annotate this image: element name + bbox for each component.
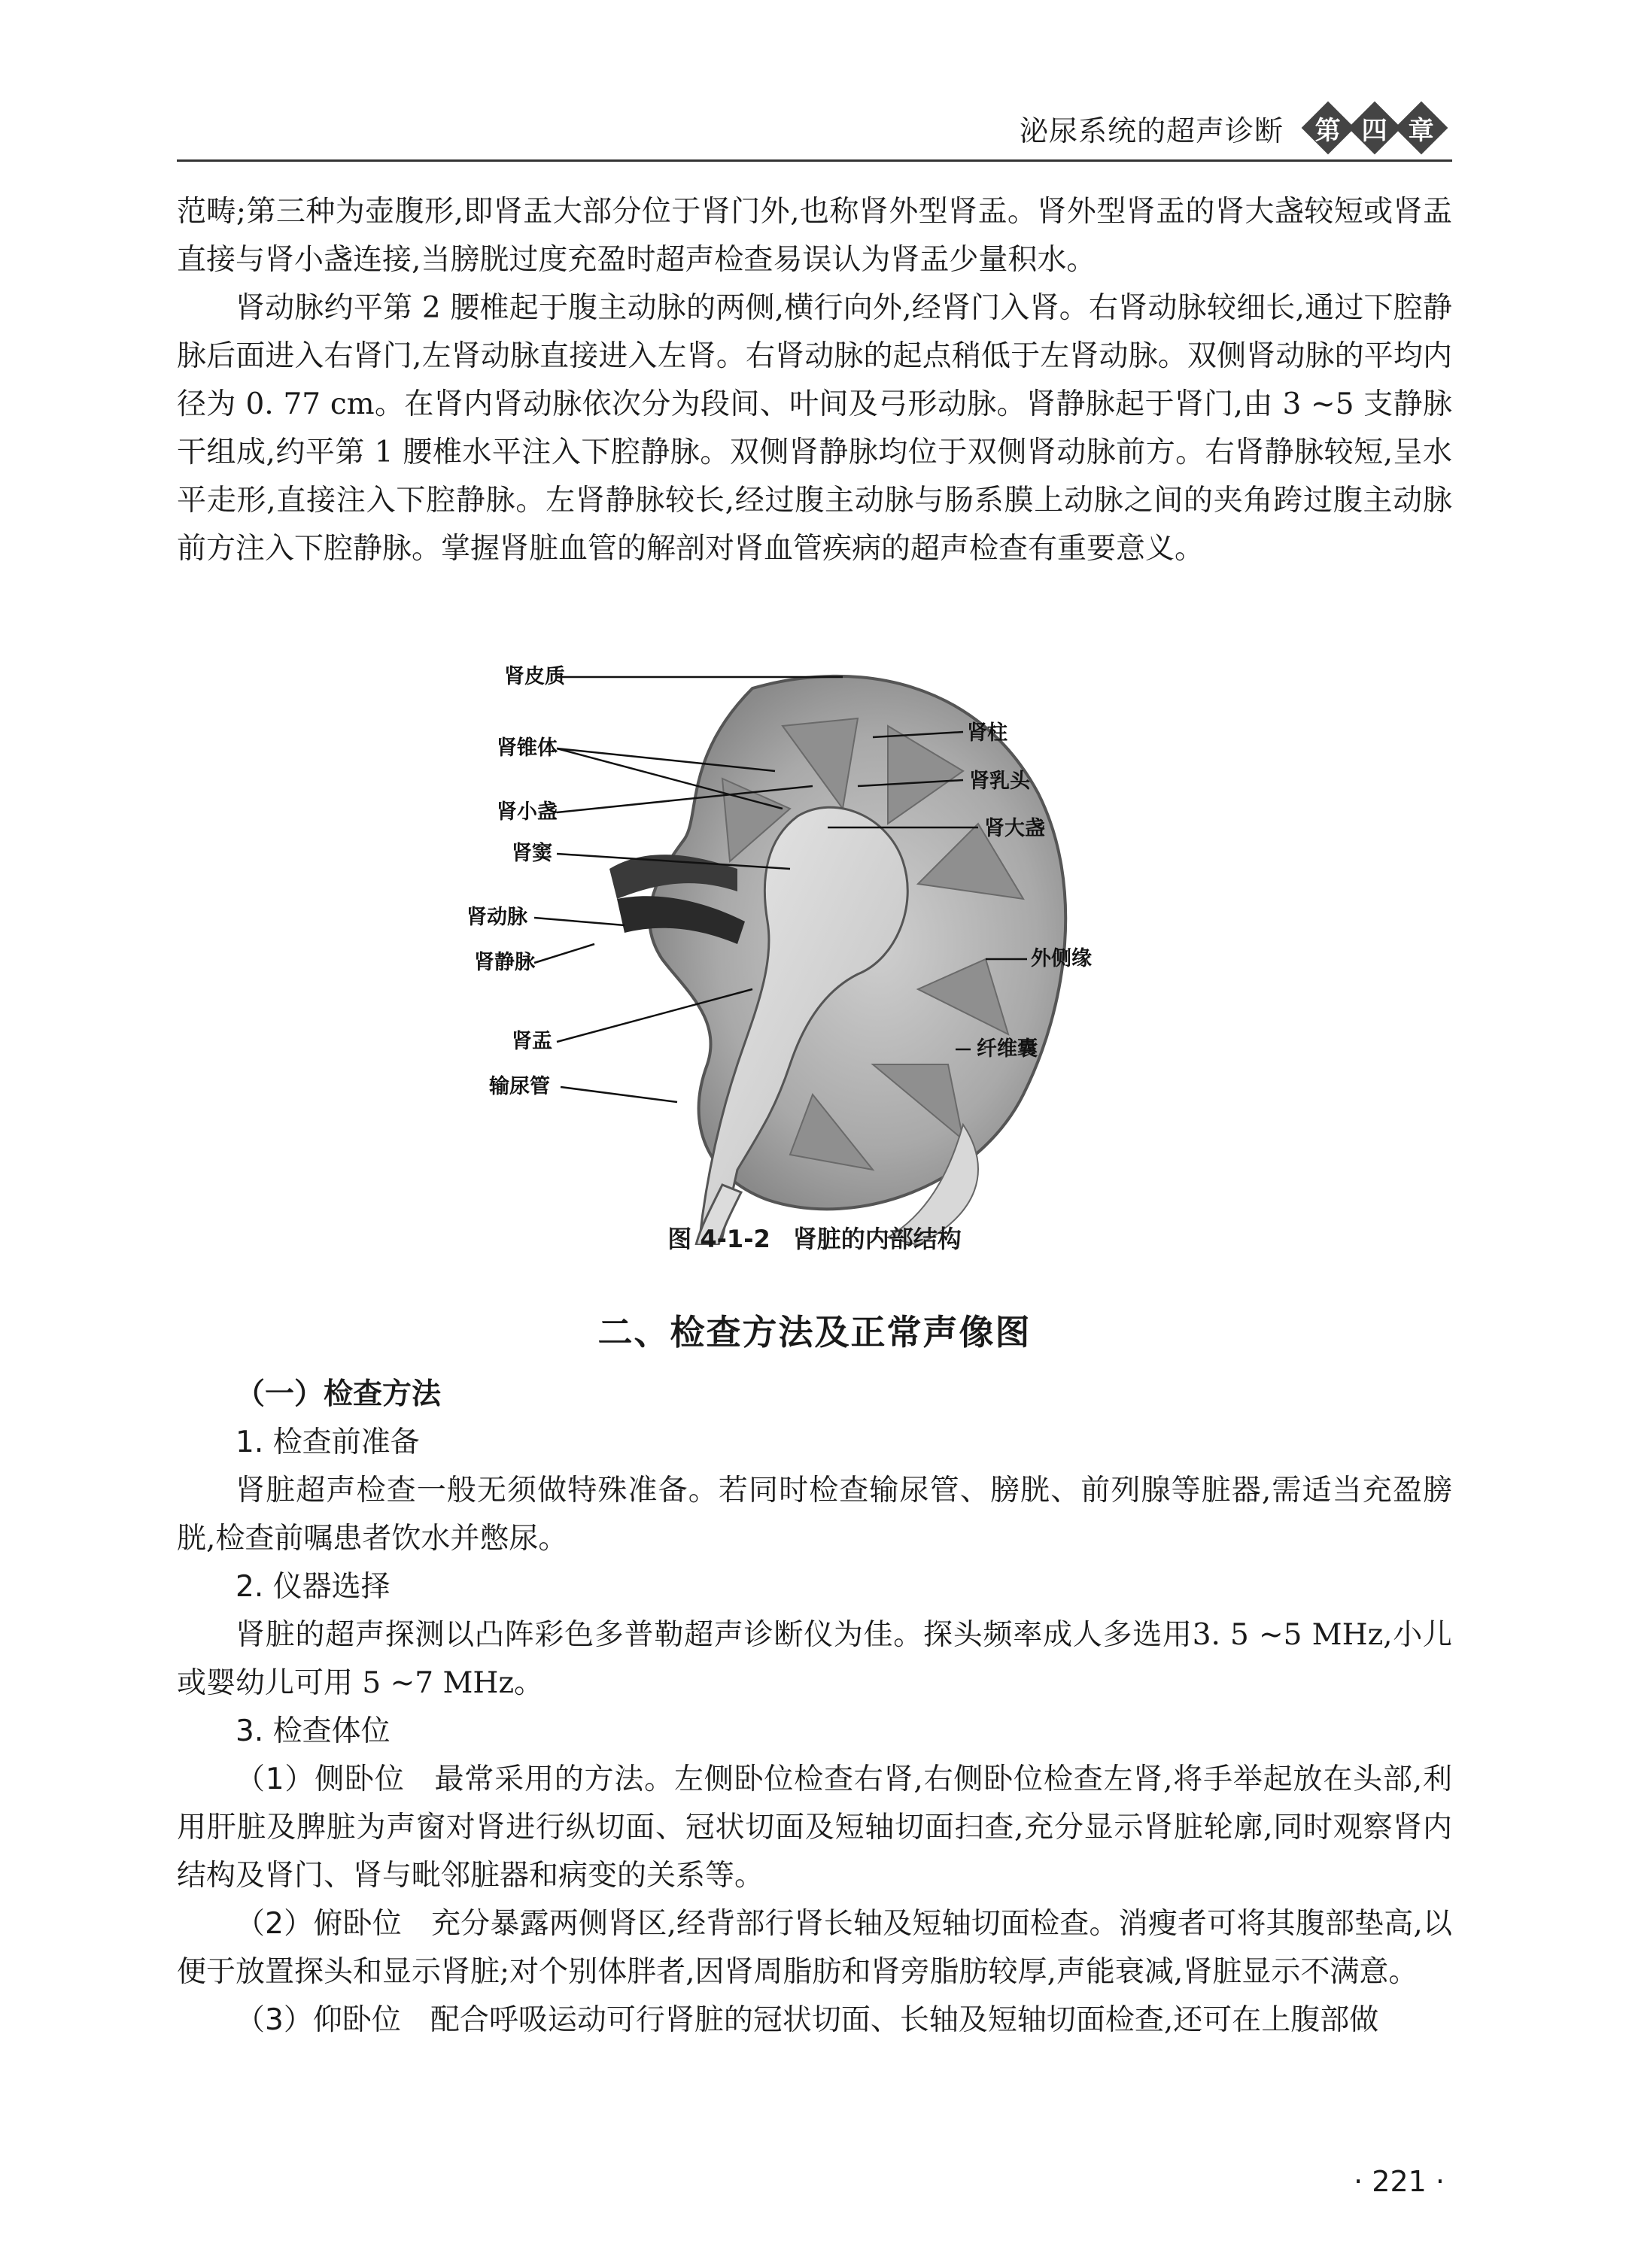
body-text-top (177, 188, 1452, 573)
label-major-calyx: 肾大盏 (984, 817, 1045, 840)
label-minor-calyx: 肾小盏 (497, 800, 558, 824)
position-label: （2）俯卧位 (236, 1907, 402, 1941)
paragraph (177, 1756, 1452, 1900)
item-heading: 1. 检查前准备 (236, 1425, 420, 1459)
figure-caption (0, 1220, 1629, 1255)
chapter-diamond: 第 (1302, 102, 1355, 155)
label-papilla: 肾乳头 (969, 770, 1030, 793)
position-label: （1）侧卧位 (236, 1762, 405, 1796)
paragraph: 肾动脉约平第 2 腰椎起于腹主动脉的两侧,横行向外,经肾门入肾。右肾动脉较细长,通过下腔静脉后面进入右肾门,左肾动脉直接进入左肾。右肾动脉的起点稍低于左肾动脉。双侧肾动脉的平均内径为 0. 77 cm。在肾内肾动脉依次分为段间、叶间及弓形动脉。肾静脉起于肾门,由 3 ~5 支静脉干组成,约平第 1 腰椎水平注入下腔静脉。双侧肾静脉均位于双侧肾动脉前方。右肾静脉较短,呈水平走形,直接注入下腔静脉。左肾静脉较长,经过腹主动脉与肠系膜上动脉之间的夹角跨过腹主动脉前方注入下腔静脉。掌握肾脏血管的解剖对肾血管疾病的超声检查有重要意义。 (177, 291, 1452, 566)
item-heading: 3. 检查体位 (236, 1714, 391, 1748)
position-text: 充分暴露两侧肾区,经背部行肾长轴及短轴切面检查。消瘦者可将其腹部垫高,以便于放置探头和显示肾脏;对个别体胖者,因肾周脂肪和肾旁脂肪较厚,声能衰减,肾脏显示不满意。 (177, 1907, 1452, 1989)
chapter-badge (1305, 109, 1445, 147)
subsection-heading: （一）检查方法 (236, 1377, 442, 1411)
position-label: （3）仰卧位 (236, 2003, 401, 2037)
label-cortex: 肾皮质 (504, 665, 565, 688)
position-text: 配合呼吸运动可行肾脏的冠状切面、长轴及短轴切面检查,还可在上腹部做 (430, 2003, 1379, 2037)
page-number: · 221 · (1354, 2165, 1445, 2198)
paragraph: 肾脏的超声探测以凸阵彩色多普勒超声诊断仪为佳。探头频率成人多选用3. 5 ~5 MHz,小儿或婴幼儿可用 5 ~7 MHz。 (177, 1618, 1453, 1700)
paragraph (177, 1900, 1452, 1996)
chapter-diamond: 章 (1395, 102, 1448, 155)
paragraph: 范畴;第三种为壶腹形,即肾盂大部分位于肾门外,也称肾外型肾盂。肾外型肾盂的肾大盏较短或肾盂直接与肾小盏连接,当膀胱过度充盈时超声检查易误认为肾盂少量积水。 (177, 195, 1452, 277)
label-ureter: 输尿管 (489, 1075, 550, 1098)
label-vein: 肾静脉 (474, 951, 535, 974)
figure-caption-text: 肾脏的内部结构 (792, 1225, 962, 1253)
label-column: 肾柱 (967, 721, 1007, 745)
paragraph (177, 1996, 1452, 2045)
section-title: 二、检查方法及正常声像图 (597, 1312, 1032, 1353)
header-title: 泌尿系统的超声诊断 (1019, 114, 1284, 147)
figure-number: 图 4-1-2 (667, 1225, 770, 1253)
label-lateral: 外侧缘 (1031, 947, 1092, 970)
label-capsule: 纤维囊 (977, 1037, 1038, 1061)
label-artery: 肾动脉 (467, 906, 527, 929)
header-rule (177, 159, 1452, 162)
label-pelvis: 肾盂 (512, 1030, 552, 1053)
item-heading: 2. 仪器选择 (236, 1570, 391, 1604)
paragraph: 肾脏超声检查一般无须做特殊准备。若同时检查输尿管、膀胱、前列腺等脏器,需适当充盈膀胱,检查前嘱患者饮水并憋尿。 (177, 1474, 1452, 1556)
running-header (1020, 105, 1445, 150)
chapter-diamond: 四 (1348, 102, 1402, 155)
kidney-illustration (436, 643, 1189, 1245)
label-pyramid: 肾锥体 (497, 736, 558, 760)
body-text-bottom (177, 1371, 1452, 2045)
position-text: 最常采用的方法。左侧卧位检查右肾,右侧卧位检查左肾,将手举起放在头部,利用肝脏及脾脏为声窗对肾进行纵切面、冠状切面及短轴切面扫查,充分显示肾脏轮廓,同时观察肾内结构及肾门、肾与毗邻脏器和病变的关系等。 (177, 1762, 1452, 1893)
label-sinus: 肾窦 (512, 842, 552, 865)
